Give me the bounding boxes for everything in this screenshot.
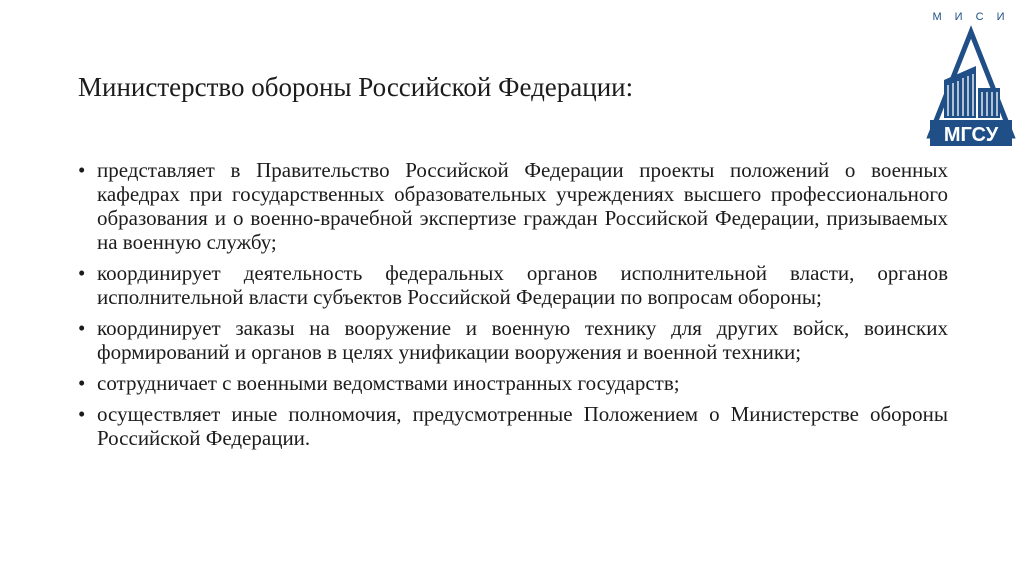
bullet-text: координирует деятельность федеральных органов исполнительной власти, органов исполнительной власти субъектов Российской Федерации по вопросам обороны; bbox=[97, 261, 948, 309]
bullet-marker: • bbox=[78, 316, 86, 340]
bullet-item bbox=[78, 261, 948, 309]
bullet-marker: • bbox=[78, 371, 86, 395]
bullet-item bbox=[78, 316, 948, 364]
bullet-text: сотрудничает с военными ведомствами иностранных государств; bbox=[97, 371, 680, 395]
bullet-text: представляет в Правительство Российской Федерации проекты положений о военных кафедрах при государственных образовательных учреждениях высшего профессионального образования и о военно-врачебной экспертизе граждан Российской Федерации, призываемых на военную службу; bbox=[97, 158, 948, 254]
bullet-text: координирует заказы на вооружение и военную технику для других войск, воинских формирований и органов в целях унификации вооружения и военной техники; bbox=[97, 316, 948, 364]
mgsu-logo bbox=[924, 6, 1018, 146]
logo-bottom-text: МГСУ bbox=[943, 124, 999, 146]
bullet-marker: • bbox=[78, 158, 86, 182]
bullet-marker: • bbox=[78, 402, 86, 426]
slide-title: Министерство обороны Российской Федерации: bbox=[78, 72, 634, 102]
bullet-list bbox=[78, 158, 948, 457]
bullet-text: осуществляет иные полномочия, предусмотренные Положением о Министерстве обороны Российской Федерации. bbox=[97, 402, 948, 450]
bullet-item bbox=[78, 402, 948, 450]
bullet-item bbox=[78, 158, 948, 254]
bullet-marker: • bbox=[78, 261, 86, 285]
logo-top-text: М И С И bbox=[932, 11, 1010, 23]
bullet-item bbox=[78, 371, 948, 395]
